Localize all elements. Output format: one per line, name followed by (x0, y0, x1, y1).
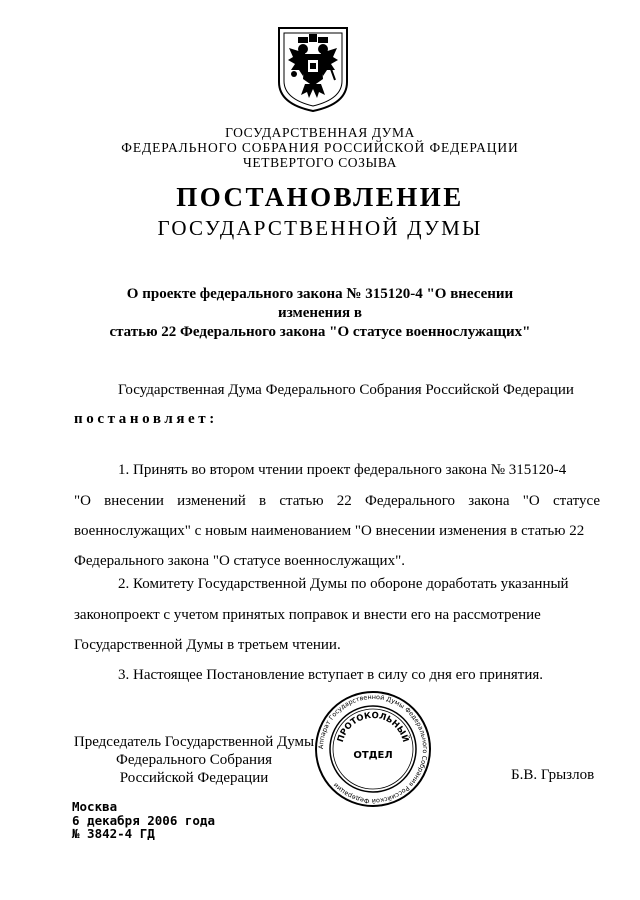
issuer-convocation: ЧЕТВЕРТОГО СОЗЫВА (243, 155, 397, 170)
footer-number: № 3842-4 ГД (72, 826, 155, 841)
document-type-title: ПОСТАНОВЛЕНИЕ (176, 182, 464, 212)
svg-text:Аппарат Государственной Думы Ф (317, 693, 429, 805)
footer-date: 6 декабря 2006 года (72, 813, 215, 828)
item2-line2: законопроект с учетом принятых поправок и внести его на рассмотрение (74, 607, 541, 623)
signatory-name: Б.В. Грызлов (511, 767, 595, 783)
seal-ring-text: Аппарат Государственной Думы Федерального Собрания Российской Федерации (316, 692, 430, 806)
document-subtitle: ГОСУДАРСТВЕННОЙ ДУМЫ (157, 216, 483, 240)
seal-inner-center: ОТДЕЛ (353, 750, 393, 761)
signatory-position-line3: Российской Федерации (119, 770, 269, 786)
item2-line3: Государственной Думы в третьем чтении. (74, 637, 341, 653)
issuer-assembly: ФЕДЕРАЛЬНОГО СОБРАНИЯ РОССИЙСКОЙ ФЕДЕРАЦИИ (121, 140, 519, 155)
footer-city: Москва (72, 799, 118, 814)
official-seal-icon (314, 690, 432, 808)
preamble-text: Государственная Дума Федерального Собрания Российской Федерации (118, 382, 574, 398)
state-emblem-icon (275, 24, 351, 114)
item3-text: 3. Настоящее Постановление вступает в силу со дня его принятия. (118, 667, 544, 683)
item1-line4: Федерального закона "О статусе военнослужащих". (74, 553, 405, 569)
signatory-position-line2: Федерального Собрания (115, 752, 273, 768)
signatory-position-line1: Председатель Государственной Думы (73, 734, 315, 750)
item1-line3: военнослужащих" с новым наименованием "О внесении изменения в статью 22 (74, 523, 585, 539)
item1-line2: "О внесении изменений в статью 22 Федерального закона "О статусе (74, 493, 600, 509)
item2-line1: 2. Комитету Государственной Думы по обороне доработать указанный (118, 576, 569, 592)
seal-inner-top: ПРОТОКОЛЬНЫЙ (335, 710, 411, 744)
subject-line-2: статью 22 Федерального закона "О статусе военнослужащих" (109, 324, 531, 340)
signatory-position (70, 733, 318, 787)
item1-line1: 1. Принять во втором чтении проект федерального закона № 315120-4 (118, 462, 567, 478)
resolution-subject (92, 285, 548, 342)
resolves-word: постановляет: (74, 411, 218, 427)
subject-line-1: О проекте федерального закона № 315120-4 "О внесении изменения в (126, 286, 514, 321)
issuer-name: ГОСУДАРСТВЕННАЯ ДУМА (225, 125, 415, 140)
